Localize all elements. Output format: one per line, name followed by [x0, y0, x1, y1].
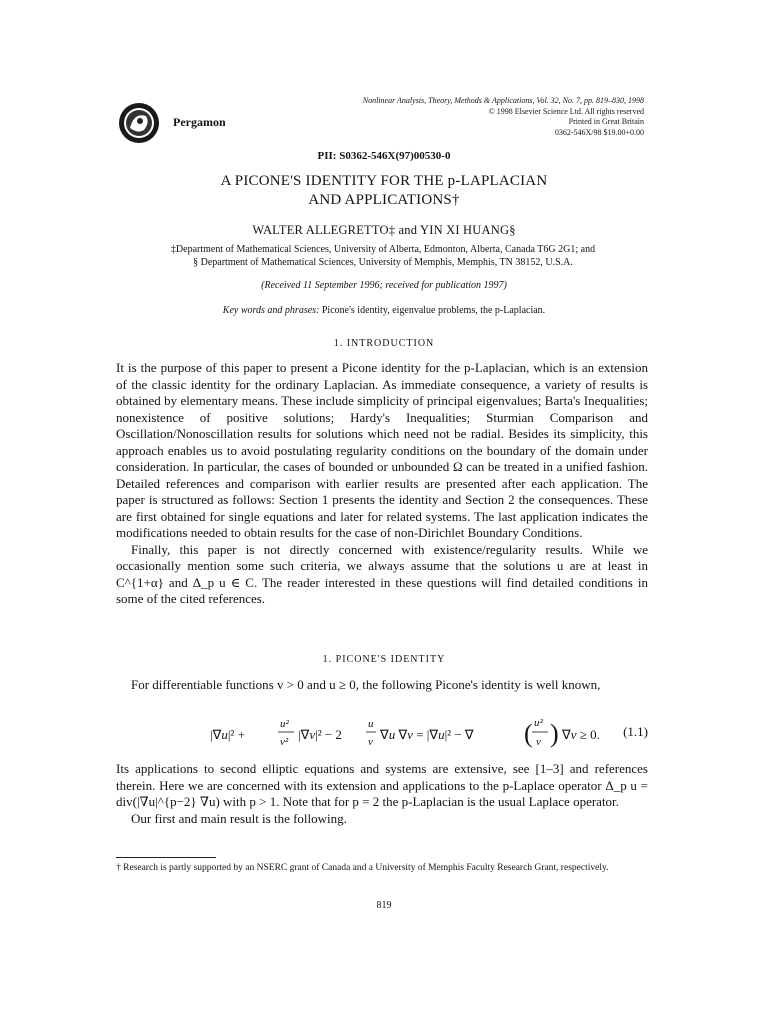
section-heading-introduction: 1. INTRODUCTION	[333, 338, 435, 349]
publisher-logo-icon	[118, 102, 160, 144]
equation-1-1	[180, 712, 648, 756]
authors: WALTER ALLEGRETTO‡ and YIN XI HUANG§	[252, 223, 516, 237]
affiliation-2: § Department of Mathematical Sciences, University of Memphis, Memphis, TN 38152, U.S.A.	[193, 257, 573, 268]
introduction-body	[116, 360, 648, 608]
keywords-text: Picone's identity, eigenvalue problems, the p-Laplacian.	[321, 305, 546, 316]
svg-text:): )	[550, 719, 559, 748]
intro-paragraph-1: It is the purpose of this paper to present a Picone identity for the p-Laplacian, which is an extension of the classic identity for the ordinary Laplacian. As immediate consequence, a variety of results is obtained by elementary means. These include simplicity of principal eigenvalues; Barta's Inequalities; nonexistence of positive solutions; Hardy's Inequalities; Sturmian Comparison and Oscillation/Nonoscillation results for solutions which need not be radial. Besides its simplicity, this approach enables us to avoid postulating regularity conditions on the boundary of the domain under consideration. In particular, the cases of bounded or unbounded Ω can be treated in a unified fashion. Detailed references and comparison with earlier results are presented after each application. The paper is structured as follows: Section 1 presents the identity and Section 2 the consequences. These are first obtained for single equations and later for related systems. The last application indicates the modifications needed to obtain results for the case of non-Dirichlet Boundary Conditions.	[116, 360, 648, 540]
received-dates: (Received 11 September 1996; received for publication 1997)	[261, 280, 507, 291]
svg-text:∇u ∇v = |∇u|² − ∇: ∇u ∇v = |∇u|² − ∇	[380, 727, 474, 742]
svg-text:∇v ≥ 0.: ∇v ≥ 0.	[562, 727, 600, 742]
page-number: 819	[376, 900, 392, 911]
svg-text:|∇u|² +: |∇u|² +	[210, 727, 245, 742]
issn-line: 0362-546X/98 $19.00+0.00	[554, 127, 644, 137]
footnote: † Research is partly supported by an NSERC grant of Canada and a University of Memphis Faculty Research Grant, respectively.	[116, 863, 609, 873]
picone-paragraph-1: For differentiable functions v > 0 and u ≥ 0, the following Picone's identity is well known,	[131, 677, 601, 692]
picone-identity-formula	[210, 712, 610, 756]
svg-text:u: u	[368, 718, 374, 730]
picone-paragraph-3: Our first and main result is the following.	[131, 810, 347, 826]
keywords-label: Key words and phrases:	[222, 305, 320, 316]
svg-text:v²: v²	[280, 736, 289, 748]
title-line-1: A PICONE'S IDENTITY FOR THE p-LAPLACIAN	[220, 173, 548, 189]
svg-text:u²: u²	[280, 718, 289, 730]
footnote-rule	[116, 857, 216, 858]
svg-text:v: v	[536, 736, 541, 748]
intro-paragraph-2: Finally, this paper is not directly concerned with existence/regularity results. While we occasionally mention some such criteria, we always assume that the solutions u are at least in C^{1+α} and Δ_p u ∈ C. The reader interested in these questions will find detailed conditions in some of the cited references.	[116, 541, 648, 606]
svg-text:u²: u²	[534, 717, 543, 729]
title-line-2: AND APPLICATIONS†	[308, 192, 460, 208]
copyright-line: © 1998 Elsevier Science Ltd. All rights reserved	[488, 106, 644, 116]
picone-intro	[116, 677, 648, 694]
printed-line: Printed in Great Britain	[568, 117, 644, 126]
affiliations	[118, 243, 648, 269]
affiliation-1: ‡Department of Mathematical Sciences, University of Alberta, Edmonton, Alberta, Canada T6G 2G1; and	[170, 244, 596, 255]
journal-citation: Nonlinear Analysis, Theory, Methods & Applications, Vol. 32, No. 7, pp. 819–830, 1998	[362, 96, 644, 105]
publisher-name: Pergamon	[173, 115, 226, 129]
section-heading-picone: 1. PICONE'S IDENTITY	[322, 654, 446, 665]
svg-text:|∇v|² − 2: |∇v|² − 2	[298, 727, 342, 742]
paper-title	[0, 172, 768, 210]
picone-continuation	[116, 761, 648, 827]
svg-text:v: v	[368, 736, 373, 748]
keywords	[0, 305, 768, 316]
pii: PII: S0362-546X(97)00530-0	[317, 150, 451, 162]
svg-text:(: (	[524, 719, 533, 748]
equation-number: (1.1)	[623, 724, 648, 739]
journal-info	[284, 96, 644, 138]
picone-paragraph-2: Its applications to second elliptic equations and systems are extensive, see [1–3] and references therein. Here we are concerned with its extension and applications to the p-Laplace operator Δ_p u = div(|∇u|^{p−2} ∇u) with p > 1. Note that for p = 2 the p-Laplacian is the usual Laplace operator.	[116, 761, 648, 809]
